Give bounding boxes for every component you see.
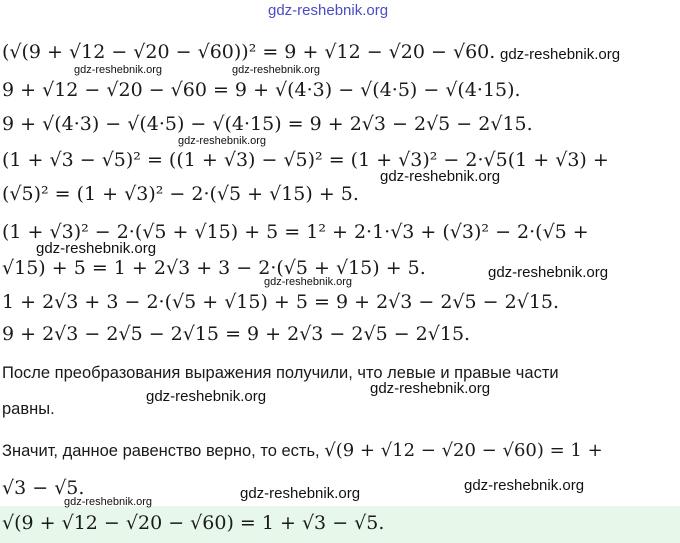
conclusion-math: √(9 + √12 − √20 − √60) = 1 + bbox=[324, 440, 603, 461]
watermark: gdz-reshebnik.org bbox=[232, 64, 321, 76]
watermark: gdz-reshebnik.org bbox=[500, 46, 621, 63]
answer-formula: √(9 + √12 − √20 − √60) = 1 + √3 − √5. bbox=[2, 512, 385, 534]
conclusion-line-1: После преобразования выражения получили, что левые и правые части bbox=[2, 364, 559, 382]
math-line-7: √15) + 5 = 1 + 2√3 + 3 − 2·(√5 + √15) + 5. bbox=[2, 257, 426, 279]
watermark: gdz-reshebnik.org bbox=[178, 135, 267, 147]
math-line-4: (1 + √3 − √5)² = ((1 + √3) − √5)² = (1 + √3)² − 2·√5(1 + √3) + bbox=[2, 149, 609, 171]
conclusion-line-4: √3 − √5. bbox=[2, 477, 85, 499]
conclusion-text: Значит, данное равенство верно, то есть, bbox=[2, 442, 320, 460]
math-line-9: 9 + 2√3 − 2√5 − 2√15 = 9 + 2√3 − 2√5 − 2√15. bbox=[2, 323, 471, 345]
watermark: gdz-reshebnik.org bbox=[268, 2, 389, 19]
watermark: gdz-reshebnik.org bbox=[380, 168, 501, 185]
watermark: gdz-reshebnik.org bbox=[146, 388, 267, 405]
math-line-5: (√5)² = (1 + √3)² − 2·(√5 + √15) + 5. bbox=[2, 183, 359, 205]
math-line-2: 9 + √12 − √20 − √60 = 9 + √(4·3) − √(4·5) − √(4·15). bbox=[2, 79, 521, 101]
math-line-1: (√(9 + √12 − √20 − √60))² = 9 + √12 − √20 − √60. bbox=[2, 41, 496, 63]
watermark: gdz-reshebnik.org bbox=[370, 380, 491, 397]
watermark: gdz-reshebnik.org bbox=[464, 477, 585, 494]
math-line-3: 9 + √(4·3) − √(4·5) − √(4·15) = 9 + 2√3 − 2√5 − 2√15. bbox=[2, 113, 533, 135]
watermark: gdz-reshebnik.org bbox=[488, 264, 609, 281]
conclusion-line-3 bbox=[2, 440, 603, 462]
watermark: gdz-reshebnik.org bbox=[264, 276, 353, 288]
watermark: gdz-reshebnik.org bbox=[240, 485, 361, 502]
watermark: gdz-reshebnik.org bbox=[36, 240, 157, 257]
conclusion-line-2: равны. bbox=[2, 400, 55, 418]
math-line-8: 1 + 2√3 + 3 − 2·(√5 + √15) + 5 = 9 + 2√3 − 2√5 − 2√15. bbox=[2, 291, 560, 313]
watermark: gdz-reshebnik.org bbox=[64, 496, 153, 508]
watermark: gdz-reshebnik.org bbox=[74, 64, 163, 76]
math-line-6: (1 + √3)² − 2·(√5 + √15) + 5 = 1² + 2·1·√3 + (√3)² − 2·(√5 + bbox=[2, 221, 589, 243]
